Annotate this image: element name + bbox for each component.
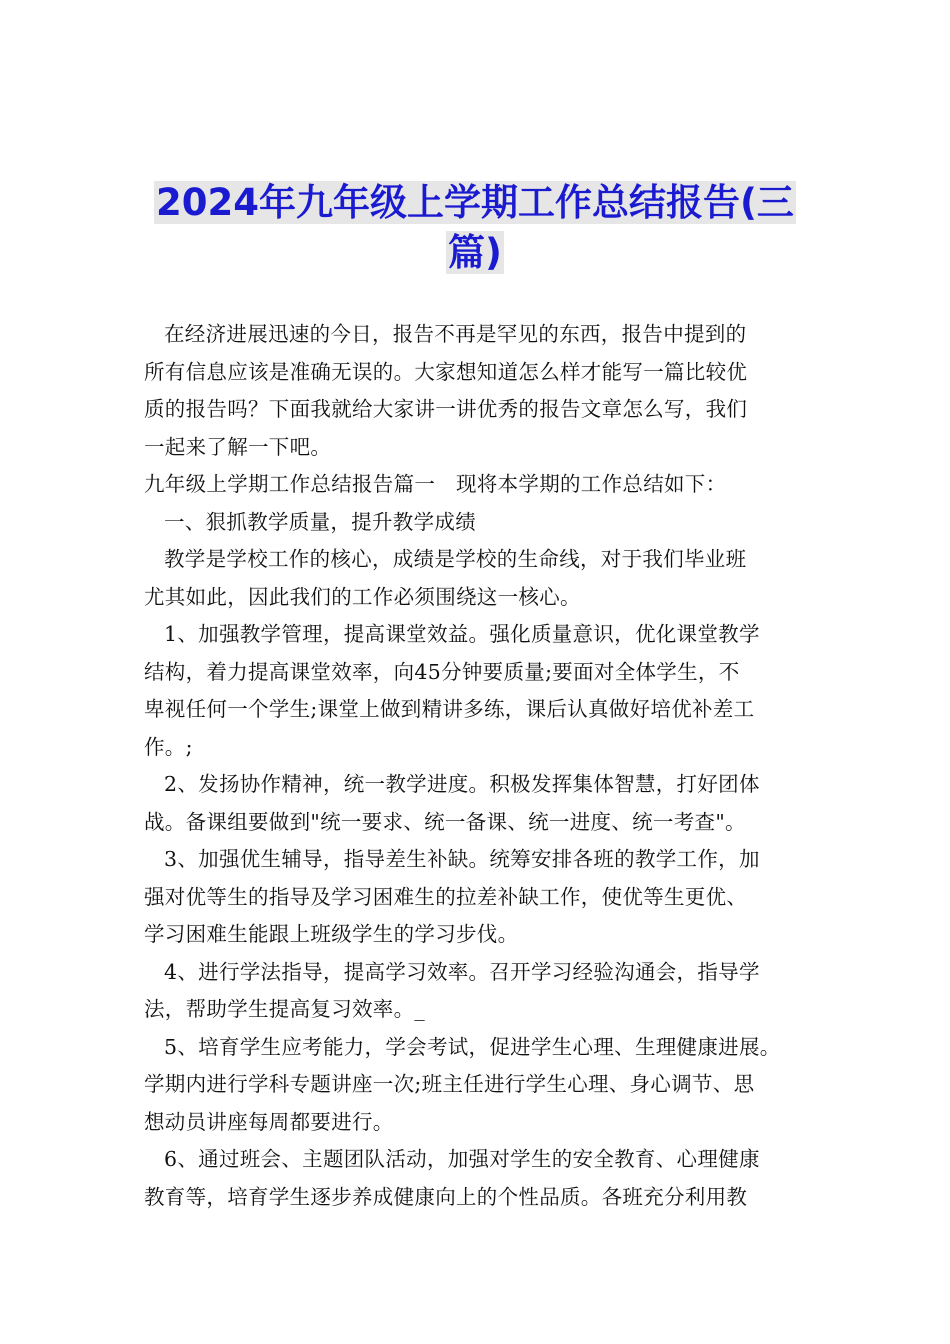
paragraph-line: 尤其如此，因此我们的工作必须围绕这一核心。 xyxy=(144,584,581,609)
title-line-2-text: 篇) xyxy=(448,231,502,274)
paragraph-line: 4、进行学法指导，提高学习效率。召开学习经验沟通会，指导学 xyxy=(164,959,760,984)
paragraph-line: 所有信息应该是准确无误的。大家想知道怎么样才能写一篇比较优 xyxy=(144,359,748,384)
paragraph-line: 一起来了解一下吧。 xyxy=(144,434,332,459)
paragraph-line: 九年级上学期工作总结报告篇一 现将本学期的工作总结如下： xyxy=(144,472,727,496)
paragraph-line: 一、狠抓教学质量，提升教学成绩 xyxy=(164,509,476,534)
paragraph-line: 质的报告吗？下面我就给大家讲一讲优秀的报告文章怎么写，我们 xyxy=(144,397,748,421)
paragraph-line: 5、培育学生应考能力，学会考试，促进学生心理、生理健康进展。 xyxy=(164,1034,781,1059)
paragraph-line: 在经济进展迅速的今日，报告不再是罕见的东西，报告中提到的 xyxy=(164,322,747,346)
document-body xyxy=(144,316,816,1216)
document-title xyxy=(150,178,800,278)
paragraph-line: 作。; xyxy=(144,734,193,759)
paragraph-line: 强对优等生的指导及学习困难生的拉差补缺工作，使优等生更优、 xyxy=(144,884,748,909)
title-line-1 xyxy=(150,178,800,228)
paragraph-line: 6、通过班会、主题团队活动，加强对学生的安全教育、心理健康 xyxy=(164,1147,760,1171)
paragraph-line: 法，帮助学生提高复习效率。_ xyxy=(144,997,425,1021)
paragraph-line: 卑视任何一个学生;课堂上做到精讲多练，课后认真做好培优补差工 xyxy=(144,697,755,721)
title-line-1-text: 2024年九年级上学期工作总结报告(三 xyxy=(156,181,794,224)
paragraph-line: 2、发扬协作精神，统一教学进度。积极发挥集体智慧，打好团体 xyxy=(164,772,760,796)
paragraph-line: 学期内进行学科专题讲座一次;班主任进行学生心理、身心调节、思 xyxy=(144,1072,755,1096)
paragraph-line: 教学是学校工作的核心，成绩是学校的生命线，对于我们毕业班 xyxy=(164,547,747,571)
title-line-2 xyxy=(150,228,800,278)
paragraph-line: 3、加强优生辅导，指导差生补缺。统筹安排各班的教学工作，加 xyxy=(164,847,760,871)
paragraph-line: 战。备课组要做到"统一要求、统一备课、统一进度、统一考查"。 xyxy=(144,809,746,834)
paragraph-line: 1、加强教学管理，提高课堂效益。强化质量意识，优化课堂教学 xyxy=(164,622,760,646)
paragraph-line: 想动员讲座每周都要进行。 xyxy=(144,1109,394,1134)
paragraph-line: 教育等，培育学生逐步养成健康向上的个性品质。各班充分利用教 xyxy=(144,1184,748,1209)
paragraph-line: 结构，着力提高课堂效率，向45分钟要质量;要面对全体学生，不 xyxy=(144,659,740,684)
paragraph-line: 学习困难生能跟上班级学生的学习步伐。 xyxy=(144,922,519,946)
